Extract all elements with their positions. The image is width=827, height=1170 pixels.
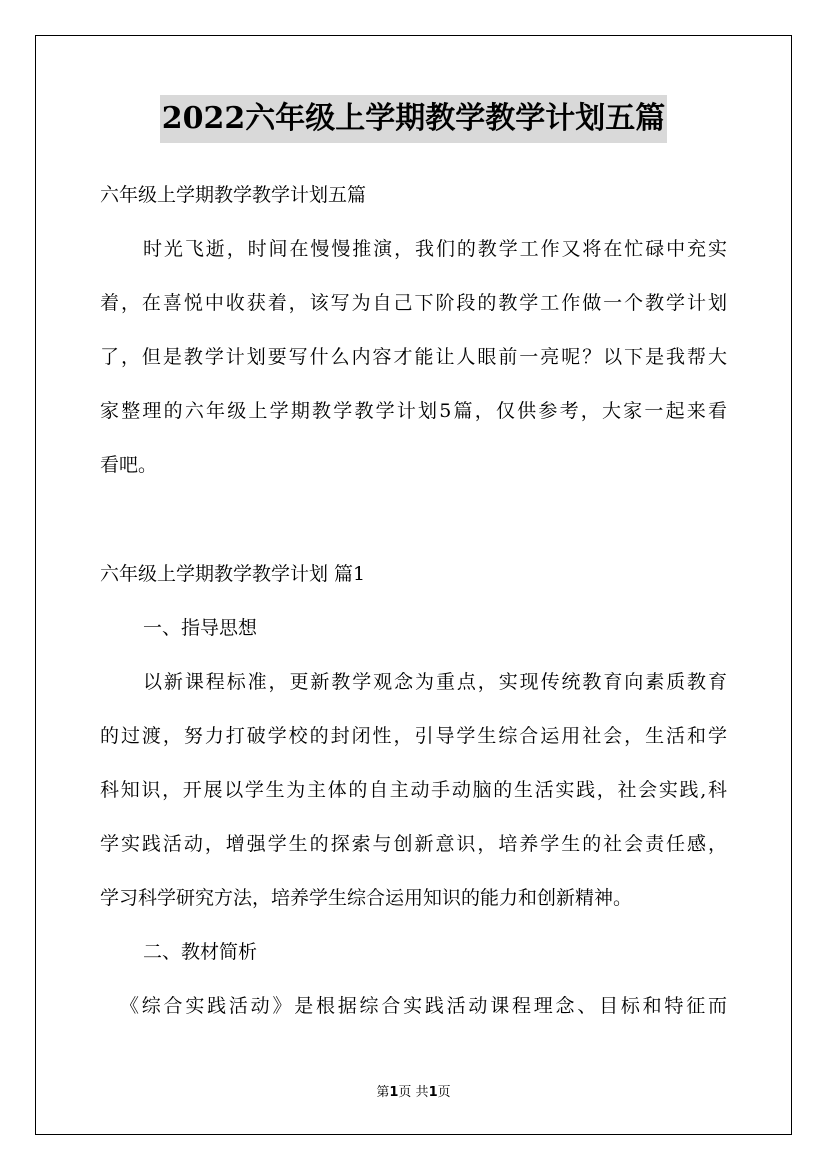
intro-line-4: 家整理的六年级上学期教学教学计划5篇，仅供参考，大家一起来看 [100,400,727,422]
part2-line-1: 《综合实践活动》是根据综合实践活动课程理念、目标和特征而 [120,995,727,1017]
page-footer [0,1081,827,1100]
part1-heading: 一、指导思想 [143,617,258,639]
footer-prefix: 第 [376,1085,390,1100]
part1-line-3: 科知识，开展以学生为主体的自主动手动脑的生活实践，社会实践,科 [100,779,727,801]
part1-line-2: 的过渡，努力打破学校的封闭性，引导学生综合运用社会，生活和学 [100,725,727,747]
section-heading: 六年级上学期教学教学计划 篇1 [100,563,366,585]
title-container [0,95,827,143]
footer-page-number: 1 [389,1085,399,1100]
document-title: 2022六年级上学期教学教学计划五篇 [160,95,668,143]
footer-suffix: 页 [437,1085,451,1100]
footer-total-pages: 1 [428,1085,438,1100]
part1-line-1: 以新课程标准，更新教学观念为重点，实现传统教育向素质教育 [143,671,727,693]
part1-line-5: 学习科学研究方法，培养学生综合运用知识的能力和创新精神。 [100,887,633,909]
intro-line-1: 时光飞逝，时间在慢慢推演，我们的教学工作又将在忙碌中充实 [143,238,727,260]
subtitle: 六年级上学期教学教学计划五篇 [100,184,367,206]
intro-line-2: 着，在喜悦中收获着，该写为自己下阶段的教学工作做一个教学计划 [100,292,727,314]
intro-line-5: 看吧。 [100,454,158,476]
part1-line-4: 学实践活动，增强学生的探索与创新意识，培养学生的社会责任感， [100,833,727,855]
part2-heading: 二、教材简析 [143,941,258,963]
footer-mid: 页 共 [398,1085,429,1100]
intro-line-3: 了，但是教学计划要写什么内容才能让人眼前一亮呢？以下是我帮大 [100,346,727,368]
